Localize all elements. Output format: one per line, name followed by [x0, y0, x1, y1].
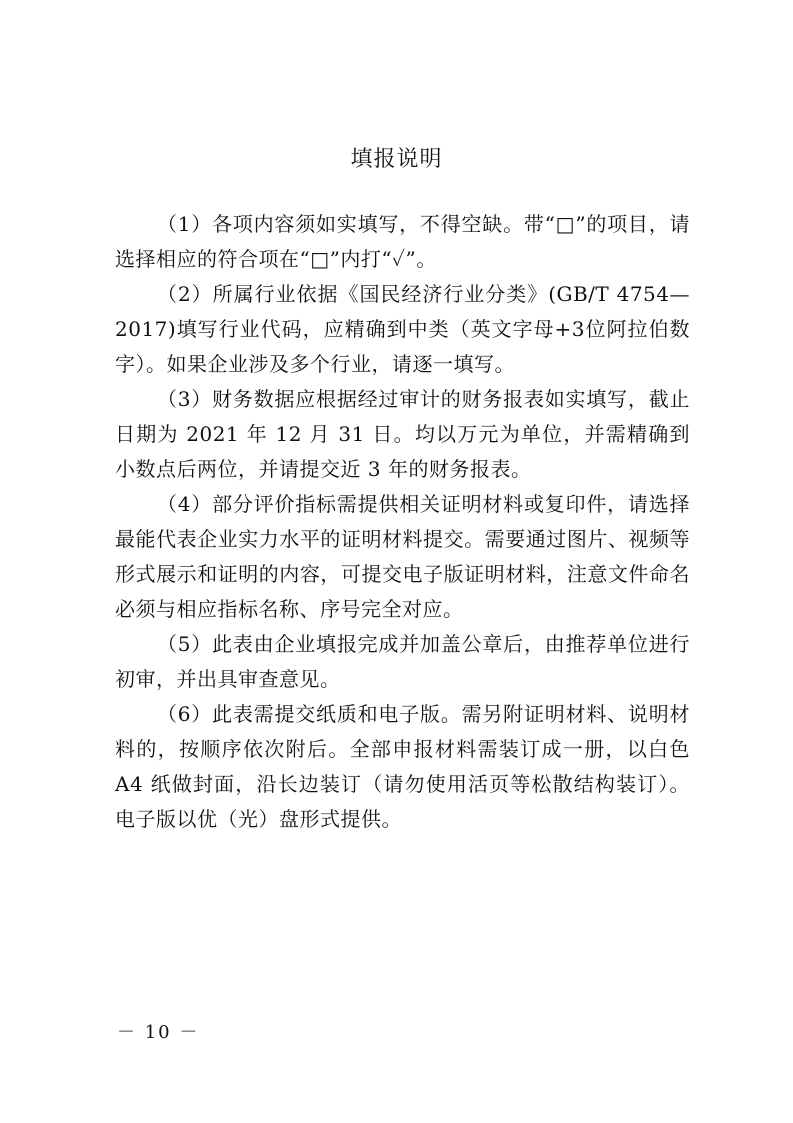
instruction-paragraph-4: （4）部分评价指标需提供相关证明材料或复印件，请选择最能代表企业实力水平的证明材料提交。需要通过图片、视频等形式展示和证明的内容，可提交电子版证明材料，注意文件命名必须与相应指标名称、序号完全对应。: [115, 492, 690, 621]
instruction-paragraph-1: （1）各项内容须如实填写，不得空缺。带“□”的项目，请选择相应的符合项在“□”内打“✓”。: [115, 212, 690, 271]
instruction-paragraph-6: （6）此表需提交纸质和电子版。需另附证明材料、说明材料的，按顺序依次附后。全部申报材料需装订成一册，以白色 A4 纸做封面，沿长边装订（请勿使用活页等松散结构装订）。电子版以优（光）盘形式提供。: [115, 702, 690, 831]
page-number: － 10 －: [117, 1022, 200, 1043]
instruction-paragraph-3: （3）财务数据应根据经过审计的财务报表如实填写，截止日期为 2021 年 12 月 31 日。均以万元为单位，并需精确到小数点后两位，并请提交近 3 年的财务报表。: [115, 387, 690, 481]
instructions-body: [115, 207, 690, 837]
instruction-paragraph-5: （5）此表由企业填报完成并加盖公章后，由推荐单位进行初审，并出具审查意见。: [115, 632, 690, 691]
instruction-paragraph-2: （2）所属行业依据《国民经济行业分类》(GB/T 4754—2017)填写行业代码，应精确到中类（英文字母+3位阿拉伯数字）。如果企业涉及多个行业，请逐一填写。: [115, 282, 690, 376]
page-title: 填报说明: [350, 147, 443, 172]
